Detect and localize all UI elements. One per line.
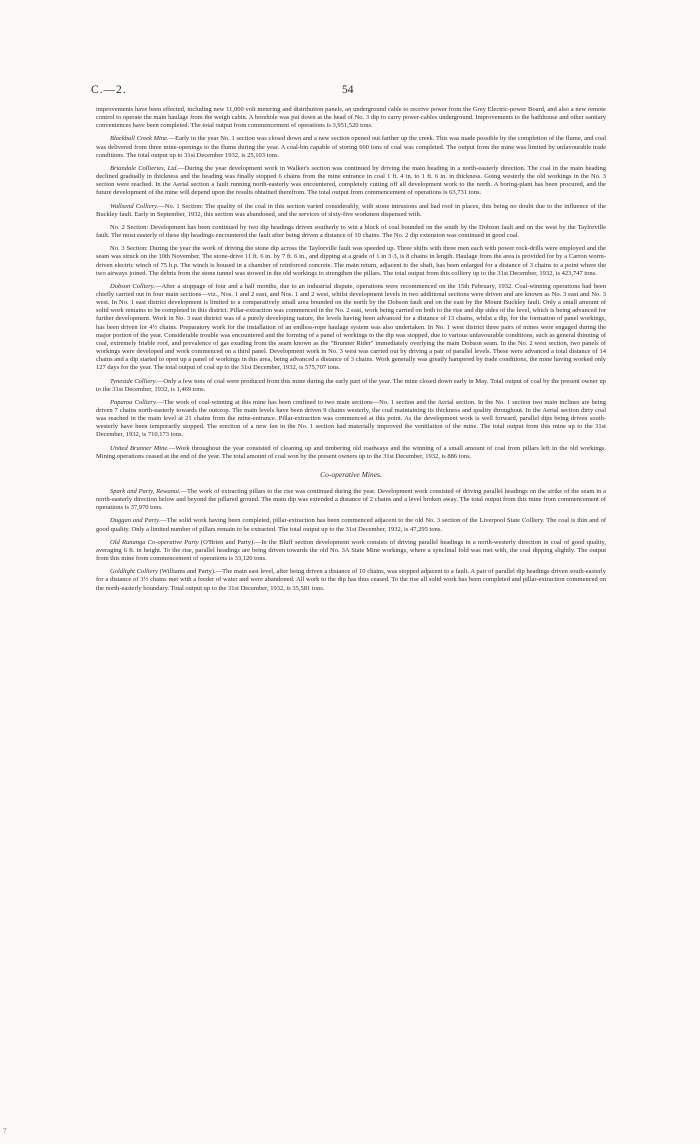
document-page [91, 84, 607, 598]
paragraph-lead: Spark and Party, Rewanui. [110, 487, 181, 495]
paragraph-spark: Spark and Party, Rewanui.—The work of extracting pillars to the rise was continued during the year. Development work consisted of driving parallel headings on the strike of the seam in a north-easterly direction below and beyond the pillared ground. The main dip was extended a distance of 2 chains and a level broken away. The total output from this mine from commencement of operations is 37,970 tons. [96, 487, 606, 512]
paragraph-briandale: Briandale Collieries, Ltd.—During the year development work in Walker's section was continued by driving the main heading in a north-easterly direction. The coal in the main heading declined gradually in thickness and the heading was finally stopped 6 chains from the mine entrance in coal 1 ft. 4 in. to 1 ft. 6 in. in thickness. Going westerly the old workings in the No. 3 section were reached. In the Aerial section a fault running north-easterly was encountered, completely cutting off all development work to the north. A boring-plant has been procured, and the future development of the mine will depend upon the results obtained therefrom. The total output from commencement of operations is 63,731 tons. [96, 164, 606, 197]
section-heading: Co-operative Mines. [320, 469, 382, 479]
paragraph-lead: Duggan and Party. [110, 517, 161, 525]
paragraph-lead: Old Runanga Co-operative Party [110, 538, 199, 546]
paragraph-lead: Blackball Creek Mine. [110, 135, 169, 143]
paragraph-lead: Wallsend Colliery. [110, 202, 159, 210]
paragraph-lead: Goldlight Colliery [110, 568, 158, 576]
paragraph-wallsend-3: No. 3 Section: During the year the work of driving the stone dip across the Taylorville fault was speeded up. Three shifts with three men each with power rock-drills were employed and the seam was struck on the 10th November. The stone-drive 11 ft. 6 in. by 7 ft. 6 in., and dipping at a grade of 1 in 3·3, is 8 chains in length. Haulage from the area is provided for by a Carron worm-driven electric winch of 75 h.p. The winch is housed in a chamber of reinforced concrete. The main return, adjacent to the shaft, has been enlarged for a distance of 3 chains to a point where the two airways joined. The debris from the stone tunnel was stowed in the old workings to strengthen the pillars. The total output from this colliery up to the 31st December, 1932, is 423,747 tons. [96, 245, 606, 277]
paragraph-paparoa: Paparoa Colliery.—The work of coal-winning at this mine has been confined to two main sections—No. 1 section and the Aerial section. In the No. 1 section two main inclines are being driven 7 chains north-easterly towards the outcrop. The main levels have been driven 9 chains westerly, the coal maintaining its thickness and quality throughout. In the Aerial section dirty coal was reached in the main level at 21 chains from the mine-entrance. Pillar-extraction was commenced at this point. As the development work is well forward, parallel dips being driven south-westerly have been temporarily stopped. The erection of a new fan in the No. 1 section had materially improved the ventilation of the mine. The total output from this mine up to the 31st December, 1932, is 710,173 tons. [96, 398, 606, 439]
paragraph-duggan: Duggan and Party.—The solid work having been completed, pillar-extraction has been commenced adjacent to the old No. 3 section of the Liverpool State Colliery. The coal is thin and of good quality. Only a limited number of pillars remain to be extracted. The total output up to the 31st December, 1932, is 47,295 tons. [96, 517, 606, 533]
paragraph-blackball: Blackball Creek Mine.—Early in the year No. 1 section was closed down and a new section opened out farther up the creek. This was made possible by the completion of the flume, and coal was delivered from three mine-openings to the flume during the year. A coal-bin capable of storing 600 tons of coal was completed. The output from the mine was limited by unfavourable trade conditions. The total output up to 31st December 1932, is 25,103 tons. [96, 135, 607, 159]
paragraph-wallsend-1: Wallsend Colliery.—No. 1 Section: The quality of the coal in this section varied considerably, with stone intrusions and bad roof in places, this being no doubt due to the influence of the Buckley fault. Early in September, 1932, this section was abandoned, and the services of sixty-five workmen dispensed with. [96, 202, 606, 218]
page-number: 54 [342, 84, 354, 96]
paragraph-dobson: Dobson Colliery.—After a stoppage of four and a half months, due to an industrial dispute, operations were recommenced on the 15th February, 1932. Coal-winning operations had been chiefly carried out in four main sections—viz., Nos. 1 and 2 east, and Nos. 1 and 2 west, whilst development levels in two additional sections were driven and are known as No. 3 east and No. 3 west. In No. 1 east district development is limited to a comparatively small area bounded on the north by the Dobson fault and on the east by the Mount Buckley fault. Only a small amount of solid work remains to be completed in this district. Pillar-extraction was commenced in the No. 2 east, work being carried on both to the rise and dip sides of the level, which is being advanced for further development. Work in No. 3 east district was of a purely developing nature, the levels having been advanced for a distance of 13 chains, whilst a dip, for the formation of panel workings, has been driven for 4½ chains. Preparatory work for the installation of an endless-rope haulage system was also undertaken. In No. 1 west district three pairs of mines were engaged during the major portion of the year. Considerable trouble was encountered and the forming of a panel of workings to the dip was stopped, due to various unfavourable conditions, such as general thinning of coal, extremely friable roof, and prevalence of gas exuding from the seam known as the "Brunner Rider" immediately overlying the main Dobson seam. In the No. 2 west section, two panels of workings were developed and work commenced on a third panel. Development work in No. 3 west was carried out by driving a pair of parallel levels. These were advanced a total distance of 14 chains and a dip started to open up a panel of workings in this area, being advanced a distance of 3 chains. Work generally was greatly hampered by trade conditions, the mine having worked only 127 days for the year. The total output of coal up to the 31st December, 1932, is 575,707 tons. [96, 282, 606, 372]
paragraph-goldlight: Goldlight Colliery (Williams and Party).—The main east level, after being driven a distance of 10 chains, was stopped adjacent to a fault. A pair of parallel dip headings driven south-easterly for a distance of 3½ chains met with a feeder of water and were abandoned. All work to the dip has thus ceased. To the rise all solid work has been completed and pillar-extraction commenced on the north-easterly boundary. Total output up to the 31st December, 1932, is 35,581 tons. [96, 568, 606, 592]
paragraph-tyneside: Tyneside Colliery.—Only a few tons of coal were produced from this mine during the early part of the year. The mine closed down early in May. Total output of coal by the present owner up to the 31st December, 1932, is 1,469 tons. [96, 377, 606, 393]
paragraph-lead: Dobson Colliery. [110, 282, 155, 290]
paragraph-intro: improvements have been effected, including new 11,000 volt metering and distribution panels, an underground cable to receive power from the Grey Electric-power Board, and also a new remote control to operate the main haulage from the weigh cabin. A borehole was put down at the head of No. 3 dip to carry power-cables underground. Improvements to the bathhouse and other sanitary conveniences have been completed. The total output from commencement of operations is 3,951,520 tons. [96, 106, 606, 130]
paragraph-lead: Tyneside Colliery. [110, 377, 157, 385]
page-header [91, 84, 606, 106]
paragraph-united-brunner: United Brunner Mine.—Work throughout the year consisted of cleaning up and timbering old roadways and the winning of a small amount of coal from pillars left in the old workings. Mining operations ceased at the end of the year. The total amount of coal won by the present owners up to the 31st December, 1932, is 886 tons. [96, 444, 606, 460]
paragraph-old-runanga: Old Runanga Co-operative Party (O'Brien and Party).—In the Bluff section development work consists of driving parallel headings in a north-westerly direction in coal of good quality, averaging 6 ft. in height. To the rise, parallel headings are being driven towards the old No. 3A State Mine workings, where a synclinal fold was met with, the coal dipping slightly. The output from this mine from commencement of operations is 33,120 tons. [96, 538, 606, 563]
paragraph-lead: United Brunner Mine. [110, 444, 169, 452]
paragraph-lead: Paparoa Colliery. [110, 398, 158, 406]
document-reference: C.—2. [91, 84, 127, 96]
paragraph-lead: Briandale Collieries, Ltd. [110, 164, 178, 172]
margin-mark: 7 [3, 1127, 7, 1135]
paragraph-wallsend-2: No. 2 Section: Development has been continued by two dip headings driven southerly to win a block of coal bounded on the south by the Dobson fault and on the west by the Taylorville fault. The most easterly of these dip headings encountered the fault after being driven a distance of 10 chains. The No. 2 dip extension was continued in good coal. [96, 223, 606, 240]
